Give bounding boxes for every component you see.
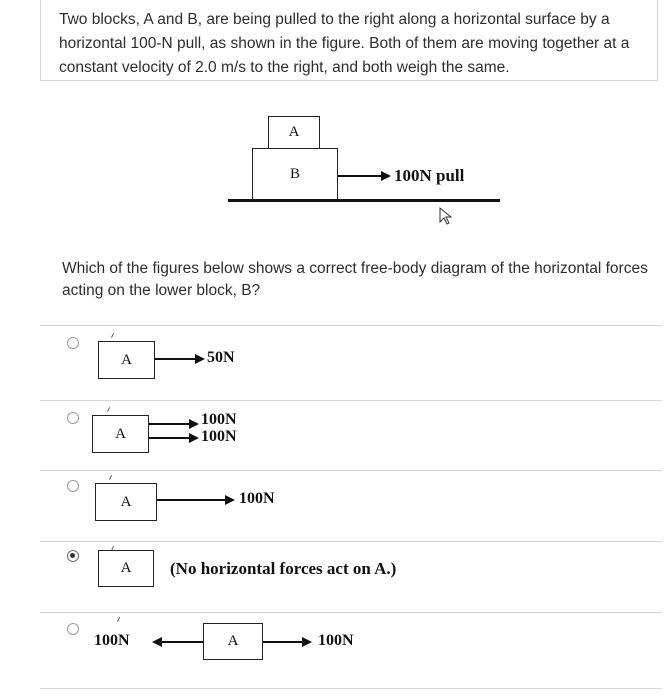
figure-block-b: B <box>252 148 338 200</box>
option-5-right-force: 100N <box>318 632 354 649</box>
figure-block-a: A <box>268 116 320 149</box>
option-4-note: (No horizontal forces act on A.) <box>170 559 397 578</box>
option-4-block: A <box>98 550 154 587</box>
option-2-force-bottom: 100N <box>201 428 237 445</box>
prompt-text: Which of the figures below shows a correct free-body diagram of the horizontal forces acting on the lower block, B? <box>62 260 648 299</box>
option-3-block: A <box>95 483 157 521</box>
option-5-left-force: 100N <box>94 632 130 649</box>
question-text: Two blocks, A and B, are being pulled to the right along a horizontal surface by a horizontal 100-N pull, as shown in the figure. Both of them are moving together at a constant velocity of 2.0 m/s to the right, and both weigh the same. <box>59 11 630 76</box>
figure-pull-label: 100N pull <box>394 166 465 185</box>
option-2-block: A <box>92 415 149 453</box>
option-separator <box>40 688 662 689</box>
option-1-force: 50N <box>207 349 235 366</box>
option-3-force: 100N <box>239 490 275 507</box>
option-2-force-top: 100N <box>201 411 237 428</box>
option-1-block: A <box>98 341 155 379</box>
option-5-block: A <box>203 623 263 660</box>
